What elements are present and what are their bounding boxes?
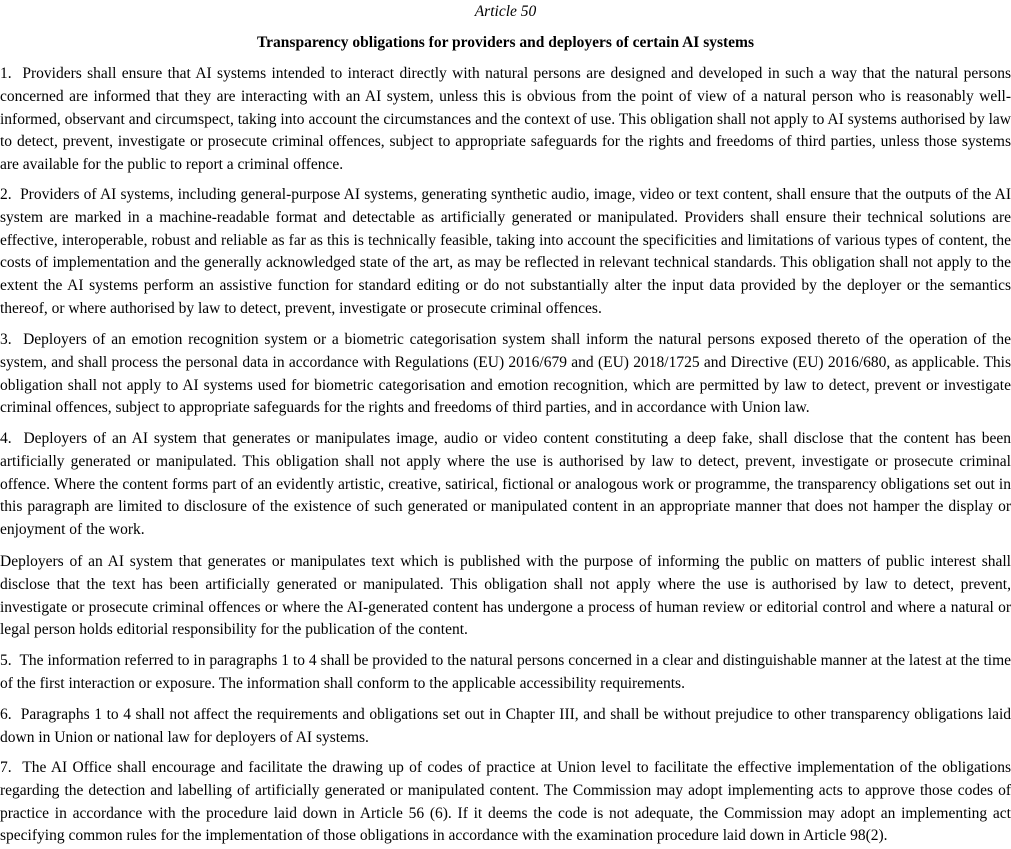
paragraph-5: [0, 650, 1011, 696]
paragraph-text: Paragraphs 1 to 4 shall not affect the requirements and obligations set out in Chapter III, and shall be without prejudice to other transparency obligations laid down in Union or national law for deployers of AI systems.: [0, 706, 1011, 746]
paragraph-number: 5.: [0, 652, 12, 669]
paragraph-text: Deployers of an AI system that generates or manipulates text which is published with the purpose of informing the public on matters of public interest shall disclose that the text has been artificially generated or manipulated. This obligation shall not apply where the use is authorised by law to detect, prevent, investigate or prosecute criminal offences or where the AI-generated content has undergone a process of human review or editorial control and where a natural or legal person holds editorial responsibility for the publication of the content.: [0, 553, 1011, 639]
paragraph-2: [0, 184, 1011, 321]
paragraph-text: Deployers of an emotion recognition system or a biometric categorisation system shall inform the natural persons exposed thereto of the operation of the system, and shall process the personal data in accordance with Regulations (EU) 2016/679 and (EU) 2018/1725 and Directive (EU) 2016/680, as applicable. This obligation shall not apply to AI systems used for biometric categorisation and emotion recognition, which are permitted by law to detect, prevent or investigate criminal offences, subject to appropriate safeguards for the rights and freedoms of third parties, and in accordance with Union law.: [0, 331, 1011, 417]
paragraph-text: Providers of AI systems, including general-purpose AI systems, generating synthetic audio, image, video or text content, shall ensure that the outputs of the AI system are marked in a machine-readable format and detectable as artificially generated or manipulated. Providers shall ensure their technical solutions are effective, interoperable, robust and reliable as far as this is technically feasible, taking into account the specificities and limitations of various types of content, the costs of implementation and the generally acknowledged state of the art, as may be reflected in relevant technical standards. This obligation shall not apply to the extent the AI systems perform an assistive function for standard editing or do not substantially alter the input data provided by the deployer or the semantics thereof, or where authorised by law to detect, prevent, investigate or prosecute criminal offences.: [0, 186, 1011, 317]
paragraph-text: The information referred to in paragraphs 1 to 4 shall be provided to the natural persons concerned in a clear and distinguishable manner at the latest at the time of the first interaction or exposure. The information shall conform to the applicable accessibility requirements.: [0, 652, 1011, 692]
article-title: Transparency obligations for providers and deployers of certain AI systems: [256, 34, 754, 51]
paragraph-text: Deployers of an AI system that generates or manipulates image, audio or video content constituting a deep fake, shall disclose that the content has been artificially generated or manipulated. This obligation shall not apply where the use is authorised by law to detect, prevent, investigate or prosecute criminal offence. Where the content forms part of an evidently artistic, creative, satirical, fictional or analogous work or programme, the transparency obligations set out in this paragraph are limited to disclosure of the existence of such generated or manipulated content in an appropriate manner that does not hamper the display or enjoyment of the work.: [0, 430, 1011, 539]
paragraph-text: The AI Office shall encourage and facilitate the drawing up of codes of practice at Union level to facilitate the effective implementation of the obligations regarding the detection and labelling of artificially generated or manipulated content. The Commission may adopt implementing acts to approve those codes of practice in accordance with the procedure laid down in Article 56 (6). If it deems the code is not adequate, the Commission may adopt an implementing act specifying common rules for the implementation of those obligations in accordance with the examination procedure laid down in Article 98(2).: [0, 759, 1011, 845]
paragraph-6: [0, 704, 1011, 750]
paragraph-number: 3.: [0, 331, 12, 348]
paragraph-number: 6.: [0, 706, 12, 723]
paragraph-number: 2.: [0, 186, 12, 203]
paragraph-number: 1.: [0, 65, 12, 82]
paragraph-number: 4.: [0, 430, 12, 447]
paragraph-number: 7.: [0, 759, 12, 776]
paragraph-text: Providers shall ensure that AI systems intended to interact directly with natural persons are designed and developed in such a way that the natural persons concerned are informed that they are interacting with an AI system, unless this is obvious from the point of view of a natural person who is reasonably well-informed, observant and circumspect, taking into account the circumstances and the context of use. This obligation shall not apply to AI systems authorised by law to detect, prevent, investigate or prosecute criminal offences, subject to appropriate safeguards for the rights and freedoms of third parties, unless those systems are available for the public to report a criminal offence.: [0, 65, 1011, 174]
paragraph-4-subparagraph: [0, 551, 1011, 642]
paragraph-1: [0, 63, 1011, 177]
paragraph-7: [0, 757, 1011, 848]
paragraph-4: [0, 428, 1011, 542]
article-number: Article 50: [474, 3, 537, 20]
paragraph-3: [0, 329, 1011, 420]
